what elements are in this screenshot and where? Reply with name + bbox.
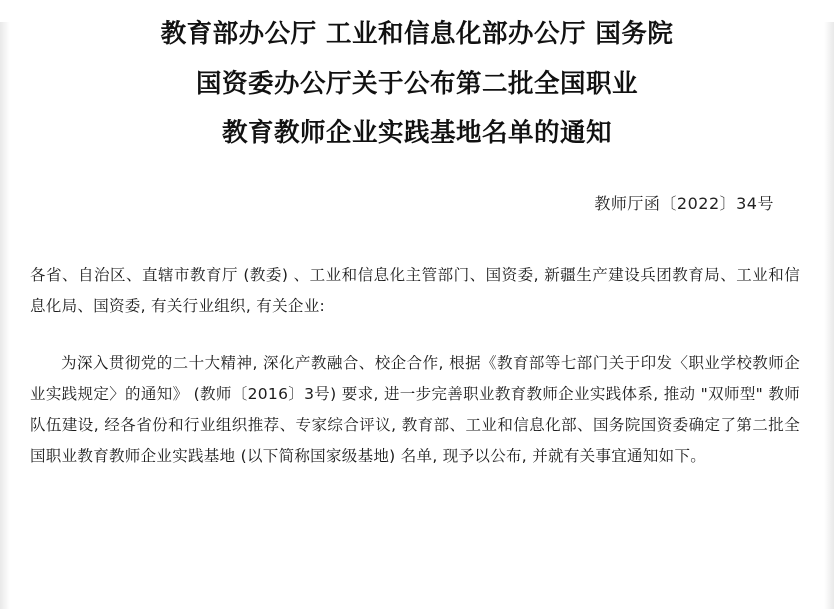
title-line-1: 教育部办公厅 工业和信息化部办公厅 国务院 xyxy=(160,19,674,49)
main-paragraph: 为深入贯彻党的二十大精神, 深化产教融合、校企合作, 根据《教育部等七部门关于印发〈职业学校教师企业实践规定〉的通知》 (教师〔2016〕3号) 要求, 进一步完善职业教育教师企业实践体系, 推动 "双师型" 教师队伍建设, 经各省份和行业组织推荐、专家综合评议, 教育部、工业和信息化部、国务院国资委确定了第二批全国职业教育教师企业实践基地 (以下简称国家级基地) 名单, 现予以公布, 并就有关事宜通知如下。 xyxy=(30,353,800,465)
document-content xyxy=(0,19,834,472)
document-page xyxy=(0,19,834,609)
recipient-paragraph: 各省、自治区、直辖市教育厅 (教委) 、工业和信息化主管部门、国资委, 新疆生产建设兵团教育局、工业和信息化局、国资委, 有关行业组织, 有关企业: xyxy=(30,265,800,315)
title-line-2: 国资委办公厅关于公布第二批全国职业 xyxy=(195,68,638,99)
title-line-3: 教育教师企业实践基地名单的通知 xyxy=(221,118,612,148)
document-number: 教师厅函〔2022〕34号 xyxy=(594,193,774,213)
document-body xyxy=(22,260,812,472)
document-title xyxy=(22,19,812,148)
